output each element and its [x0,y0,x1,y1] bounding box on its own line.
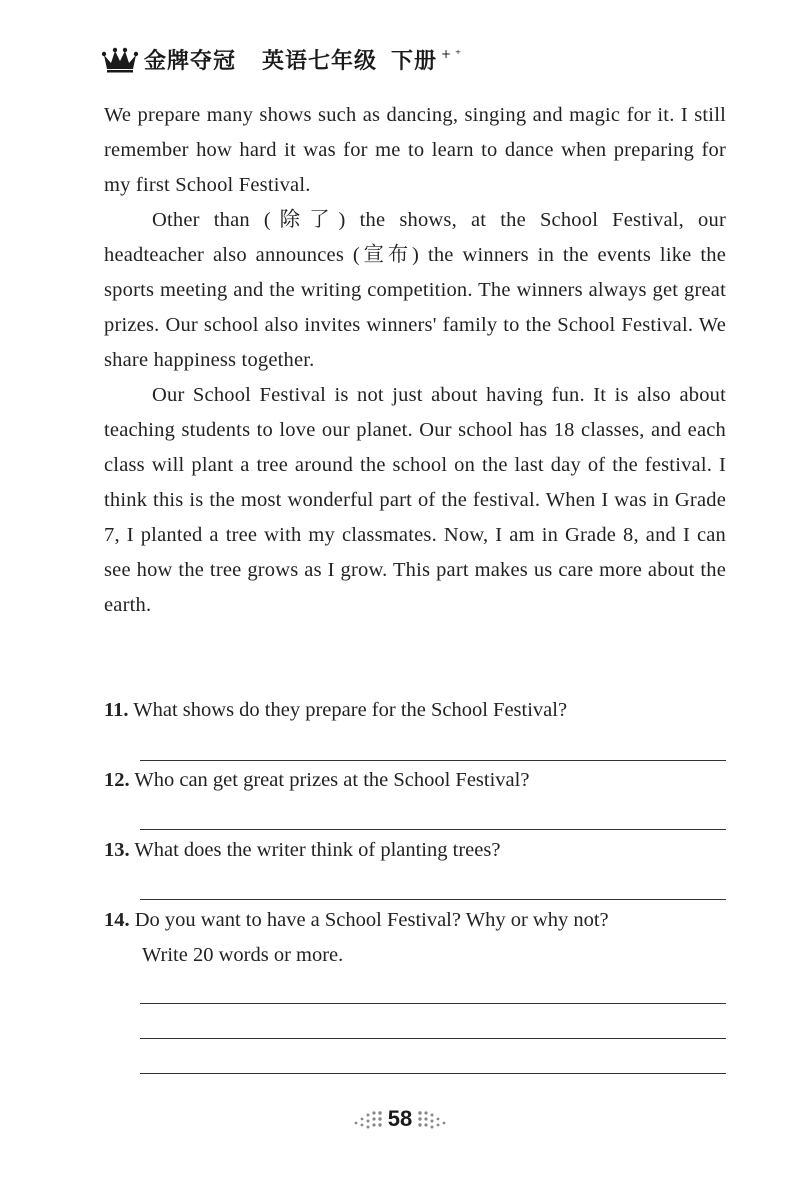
question-11 [104,693,726,728]
dot-pattern-right-icon [418,1109,448,1129]
question-12 [104,763,726,798]
question-text: What does the writer think of planting trees? [134,839,501,861]
question-text-continued: Write 20 words or more. [142,944,344,966]
page-header [102,44,461,75]
answer-line-12[interactable] [140,829,726,830]
page-number: 58 [387,1106,413,1131]
answer-line-14b[interactable] [140,1038,726,1039]
question-text: Do you want to have a School Festival? Why or why not? [134,909,609,931]
answer-line-14a[interactable] [140,1003,726,1004]
subject-title: 英语七年级 [262,49,378,74]
passage-paragraph-2: Other than (除了) the shows, at the School Festival, our headteacher also announces (宣布) the winners in the events like the sports meeting and the writing competition. The winners always get great prizes. Our school also invites winners' family to the School Festival. We share happiness together. [104,209,726,371]
passage-paragraph-1: We prepare many shows such as dancing, singing and magic for it. I still remember how hard it was for me to learn to dance when preparing for my first School Festival. [104,104,726,196]
question-number: 13. [104,839,130,861]
question-14 [104,903,726,973]
question-text: Who can get great prizes at the School Festival? [134,769,530,791]
question-number: 11. [104,699,129,721]
question-text: What shows do they prepare for the School Festival? [133,699,568,721]
brand-title: 金牌夺冠 [144,49,237,74]
volume-label: 下册 [391,49,438,74]
passage-paragraph-3: Our School Festival is not just about having fun. It is also about teaching students to love our planet. Our school has 18 classes, and each class will plant a tree around the school on the last day of the festival. I think this is the most wonderful part of the festival. When I was in Grade 7, I planted a tree with my classmates. Now, I am in Grade 8, and I can see how the tree grows as I grow. This part makes us care more about the earth. [104,384,726,616]
page-footer [0,1106,800,1132]
answer-line-13[interactable] [140,899,726,900]
question-number: 14. [104,909,130,931]
answer-line-11[interactable] [140,760,726,761]
decorative-stars: + ⁺ [441,46,462,61]
dot-pattern-left-icon [352,1109,382,1129]
answer-line-14c[interactable] [140,1073,726,1074]
question-number: 12. [104,769,130,791]
question-13 [104,833,726,868]
crown-icon [102,47,138,73]
reading-passage [104,98,726,623]
